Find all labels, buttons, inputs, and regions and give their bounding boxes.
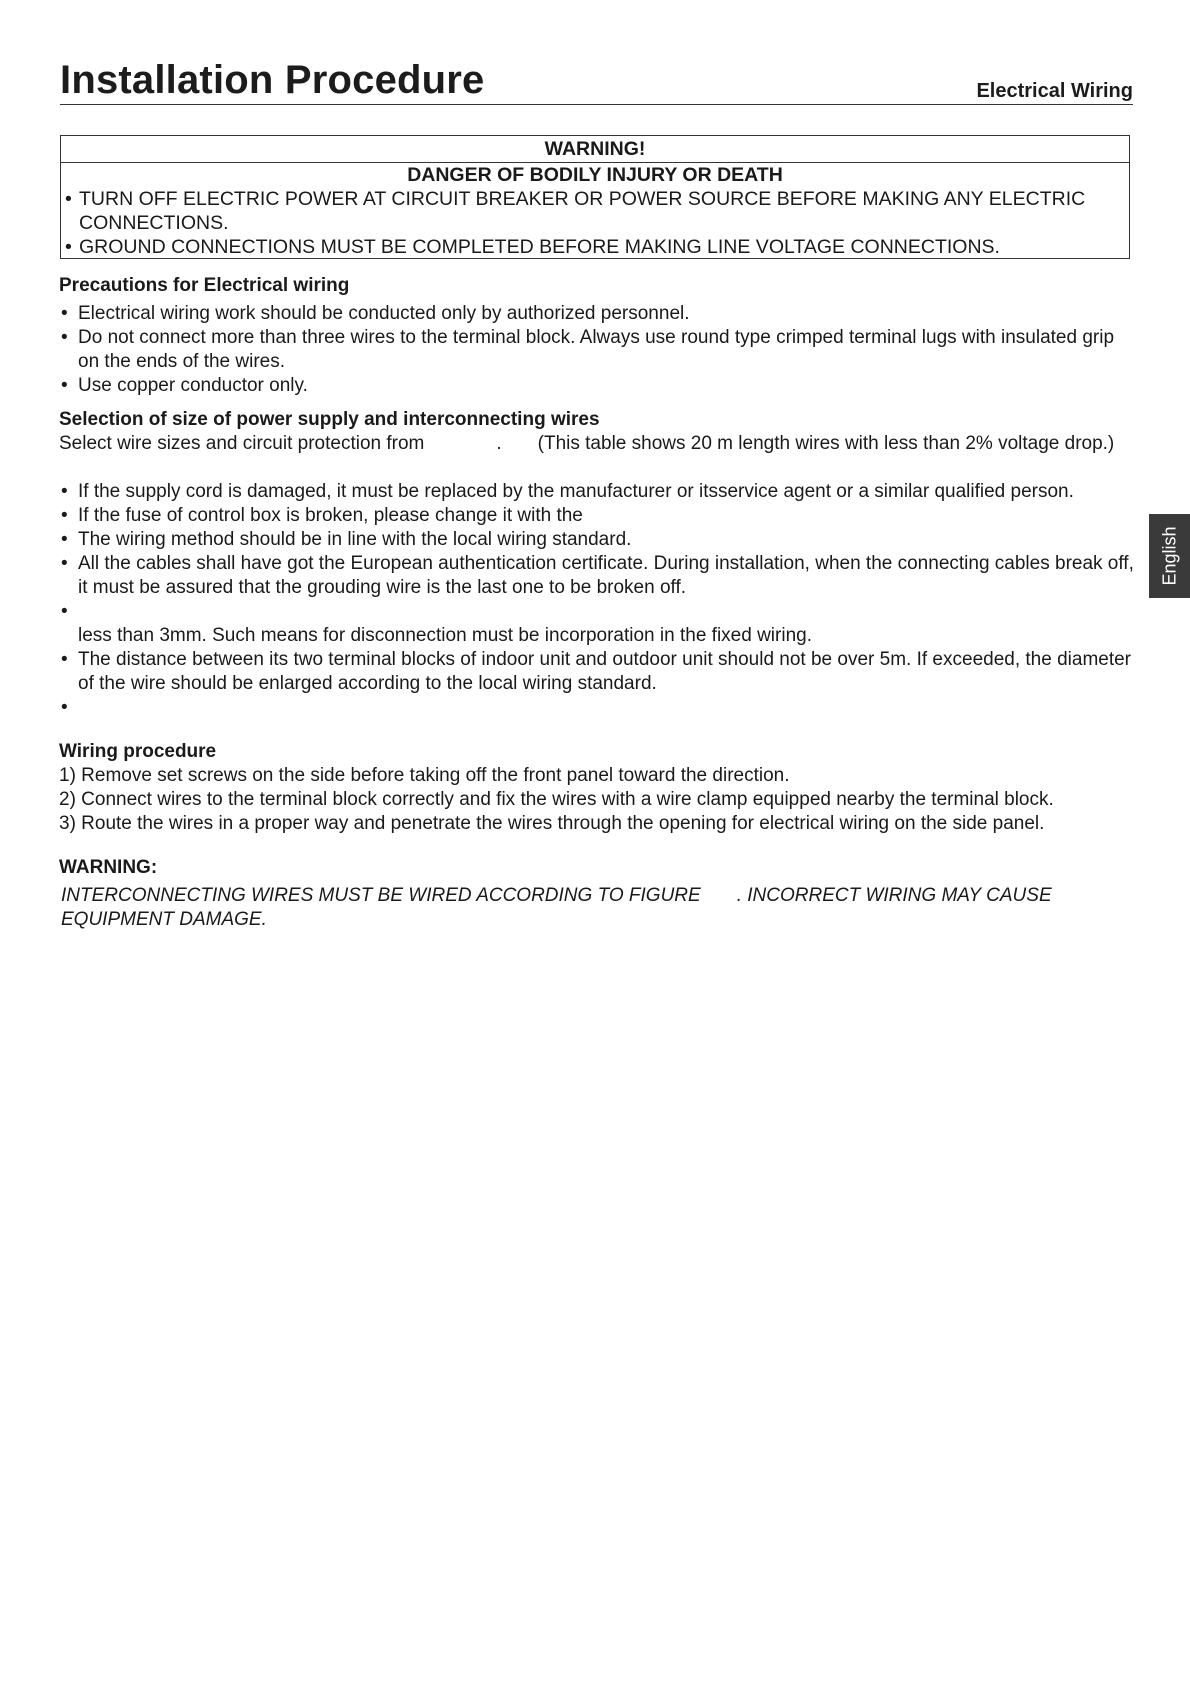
- final-warning-text-a: INTERCONNECTING WIRES MUST BE WIRED ACCORDING TO FIGURE: [61, 885, 701, 906]
- list-item-text: [78, 697, 83, 718]
- list-item: [59, 326, 1134, 374]
- list-item-text: If the supply cord is damaged, it must be replaced by the manufacturer or itsservice agent or a similar qualified person.: [78, 481, 1074, 502]
- list-item-text: Use copper conductor only.: [78, 375, 308, 396]
- list-item-text: Electrical wiring work should be conducted only by authorized personnel.: [78, 303, 690, 324]
- wiring-step: 1) Remove set screws on the side before taking off the front panel toward the direction.: [59, 765, 790, 786]
- page-title: Installation Procedure: [60, 58, 485, 102]
- bullet-icon: •: [65, 188, 72, 210]
- selection-heading: Selection of size of power supply and interconnecting wires: [59, 409, 600, 430]
- final-warning-text: [61, 884, 1134, 932]
- list-item-text: Do not connect more than three wires to the terminal block. Always use round type crimped terminal lugs with insulated grip on the ends of the wires.: [78, 327, 1115, 372]
- list-item: [59, 552, 1134, 600]
- precautions-heading: Precautions for Electrical wiring: [59, 275, 350, 296]
- bullet-icon: •: [61, 601, 68, 622]
- warning-subtitle: DANGER OF BODILY INJURY OR DEATH: [407, 164, 783, 186]
- bullet-icon: •: [61, 697, 68, 718]
- bullet-icon: •: [61, 529, 68, 550]
- list-item: [59, 504, 1134, 528]
- list-item: [59, 302, 1134, 326]
- bullet-icon: •: [61, 649, 68, 670]
- list-item-text: The distance between its two terminal blocks of indoor unit and outdoor unit should not be over 5m. If exceeded, the diameter of the wire should be enlarged according to the local wiring standard.: [78, 649, 1132, 694]
- language-tab-label: English: [1159, 526, 1180, 586]
- language-tab: [1149, 514, 1190, 598]
- section-label: Electrical Wiring: [976, 80, 1133, 102]
- selection-text: [59, 432, 1134, 456]
- warning-bullet: [61, 187, 1129, 235]
- list-item-text: If the fuse of control box is broken, please change it with the: [78, 505, 583, 526]
- warning-bullet: [61, 235, 1129, 259]
- list-item: [59, 528, 1134, 552]
- list-item: [59, 600, 1134, 624]
- list-item-text: less than 3mm. Such means for disconnection must be incorporation in the fixed wiring.: [78, 625, 812, 646]
- list-item: [59, 374, 1134, 398]
- list-item: [59, 480, 1134, 504]
- bullet-icon: •: [61, 327, 68, 348]
- list-item-text: The wiring method should be in line with the local wiring standard.: [78, 529, 632, 550]
- bullet-icon: •: [65, 236, 72, 258]
- final-warning-heading: WARNING:: [59, 857, 158, 878]
- warning-title: WARNING!: [61, 136, 1129, 163]
- bullet-icon: •: [61, 505, 68, 526]
- list-item: [59, 624, 1134, 648]
- wiring-step: 3) Route the wires in a proper way and penetrate the wires through the opening for electrical wiring on the side panel.: [59, 813, 1045, 834]
- main-content: [59, 274, 1134, 932]
- bullet-icon: •: [61, 303, 68, 324]
- warning-bullet-text: GROUND CONNECTIONS MUST BE COMPLETED BEFORE MAKING LINE VOLTAGE CONNECTIONS.: [79, 236, 1000, 258]
- wiring-heading: Wiring procedure: [59, 741, 217, 762]
- list-item: [59, 648, 1134, 696]
- selection-text-b: .: [496, 433, 502, 454]
- wiring-step: 2) Connect wires to the terminal block correctly and fix the wires with a wire clamp equipped nearby the terminal block.: [59, 789, 1054, 810]
- bullet-icon: •: [61, 375, 68, 396]
- notes-list: [59, 480, 1134, 720]
- list-item-text: All the cables shall have got the European authentication certificate. During installation, when the connecting cables break off, it must be assured that the grouding wire is the last one to be broken off.: [78, 553, 1134, 598]
- selection-text-c: (This table shows 20 m length wires with less than 2% voltage drop.): [537, 433, 1115, 454]
- warning-box: [60, 135, 1130, 259]
- title-divider: [60, 104, 1133, 105]
- final-warning-text-b: . INCORRECT WIRING MAY CAUSE EQUIPMENT DAMAGE.: [61, 885, 1052, 930]
- bullet-icon: •: [61, 481, 68, 502]
- warning-bullet-text: TURN OFF ELECTRIC POWER AT CIRCUIT BREAKER OR POWER SOURCE BEFORE MAKING ANY ELECTRIC CONNECTIONS.: [79, 188, 1086, 234]
- selection-text-a: Select wire sizes and circuit protection from: [59, 433, 425, 454]
- list-item: [59, 696, 1134, 720]
- precautions-list: [59, 302, 1134, 398]
- list-item-text: [78, 601, 83, 622]
- bullet-icon: •: [61, 553, 68, 574]
